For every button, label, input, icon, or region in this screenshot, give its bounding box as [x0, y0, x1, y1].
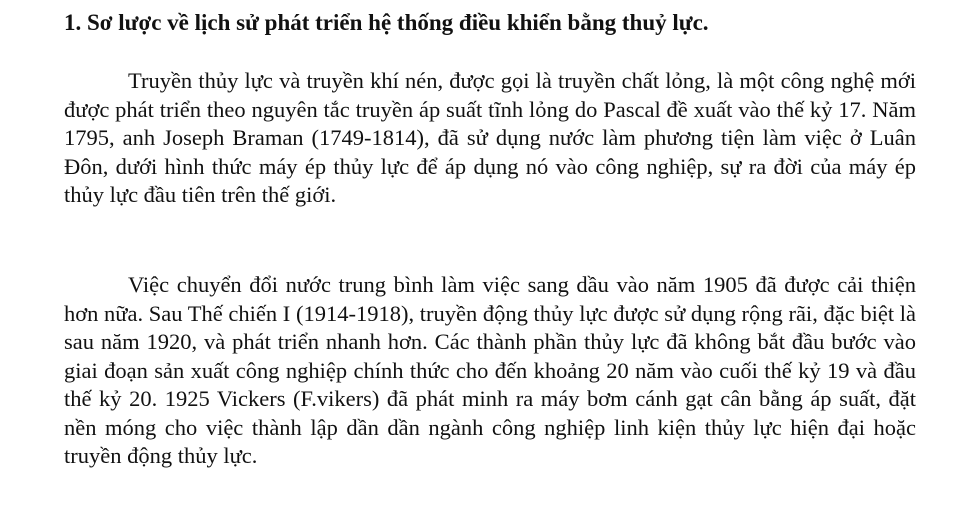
section-heading: 1. Sơ lược về lịch sử phát triển hệ thống điều khiển bằng thuỷ lực.	[64, 10, 709, 35]
paragraph-history-development: Việc chuyển đổi nước trung bình làm việc sang dầu vào năm 1905 đã được cải thiện hơn nữa. Sau Thế chiến I (1914-1918), truyền động thủy lực được sử dụng rộng rãi, đặc biệt là sau năm 1920, và phát triển nhanh hơn. Các thành phần thủy lực đã không bắt đầu bước vào giai đoạn sản xuất công nghiệp chính thức cho đến khoảng 20 năm vào cuối thế kỷ 19 và đầu thế kỷ 20. 1925 Vickers (F.vikers) đã phát minh ra máy bơm cánh gạt cân bằng áp suất, đặt nền móng cho việc thành lập dần dần ngành công nghiệp linh kiện thủy lực hiện đại hoặc truyền động thủy lực.	[64, 272, 916, 468]
paragraph-history-origins: Truyền thủy lực và truyền khí nén, được gọi là truyền chất lỏng, là một công nghệ mới được phát triển theo nguyên tắc truyền áp suất tĩnh lỏng do Pascal đề xuất vào thế kỷ 17. Năm 1795, anh Joseph Braman (1749-1814), đã sử dụng nước làm phương tiện làm việc ở Luân Đôn, dưới hình thức máy ép thủy lực để áp dụng nó vào công nghiệp, sự ra đời của máy ép thủy lực đầu tiên trên thế giới.	[64, 68, 916, 207]
